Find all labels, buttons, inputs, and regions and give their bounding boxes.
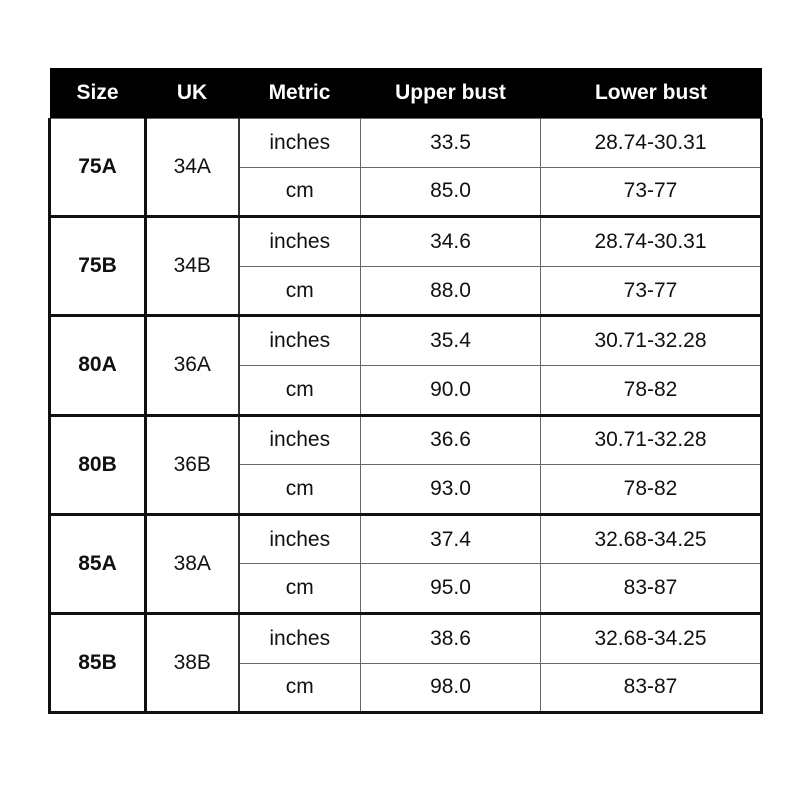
lower-bust-cell: 73-77 xyxy=(541,266,762,316)
table-header xyxy=(50,68,762,119)
upper-bust-cell: 34.6 xyxy=(361,217,541,267)
upper-bust-cell: 37.4 xyxy=(361,514,541,564)
lower-bust-cell: 78-82 xyxy=(541,465,762,515)
upper-bust-cell: 85.0 xyxy=(361,167,541,217)
lower-bust-cell: 83-87 xyxy=(541,564,762,614)
upper-bust-cell: 98.0 xyxy=(361,663,541,713)
uk-cell: 36B xyxy=(146,415,239,514)
table-row xyxy=(50,217,762,267)
uk-cell: 34A xyxy=(146,119,239,217)
metric-cell: cm xyxy=(239,564,361,614)
lower-bust-cell: 28.74-30.31 xyxy=(541,119,762,168)
upper-bust-cell: 35.4 xyxy=(361,316,541,366)
header-lower-bust: Lower bust xyxy=(541,68,762,119)
metric-cell: cm xyxy=(239,167,361,217)
size-cell: 80A xyxy=(50,316,146,415)
table-row xyxy=(50,613,762,663)
upper-bust-cell: 33.5 xyxy=(361,119,541,168)
lower-bust-cell: 28.74-30.31 xyxy=(541,217,762,267)
size-cell: 85B xyxy=(50,613,146,712)
size-cell: 75B xyxy=(50,217,146,316)
header-row xyxy=(50,68,762,119)
upper-bust-cell: 88.0 xyxy=(361,266,541,316)
size-cell: 80B xyxy=(50,415,146,514)
size-chart-table xyxy=(48,68,763,714)
table-row xyxy=(50,415,762,465)
metric-cell: cm xyxy=(239,365,361,415)
upper-bust-cell: 90.0 xyxy=(361,365,541,415)
metric-cell: inches xyxy=(239,119,361,168)
metric-cell: inches xyxy=(239,217,361,267)
metric-cell: inches xyxy=(239,514,361,564)
metric-cell: cm xyxy=(239,663,361,713)
metric-cell: inches xyxy=(239,415,361,465)
table-row xyxy=(50,514,762,564)
uk-cell: 38B xyxy=(146,613,239,712)
header-uk: UK xyxy=(146,68,239,119)
lower-bust-cell: 30.71-32.28 xyxy=(541,415,762,465)
table-body xyxy=(50,119,762,713)
lower-bust-cell: 30.71-32.28 xyxy=(541,316,762,366)
uk-cell: 36A xyxy=(146,316,239,415)
size-cell: 85A xyxy=(50,514,146,613)
upper-bust-cell: 36.6 xyxy=(361,415,541,465)
upper-bust-cell: 38.6 xyxy=(361,613,541,663)
metric-cell: cm xyxy=(239,266,361,316)
uk-cell: 38A xyxy=(146,514,239,613)
upper-bust-cell: 95.0 xyxy=(361,564,541,614)
header-upper-bust: Upper bust xyxy=(361,68,541,119)
header-size: Size xyxy=(50,68,146,119)
lower-bust-cell: 32.68-34.25 xyxy=(541,613,762,663)
table-row xyxy=(50,119,762,168)
lower-bust-cell: 73-77 xyxy=(541,167,762,217)
header-metric: Metric xyxy=(239,68,361,119)
metric-cell: cm xyxy=(239,465,361,515)
metric-cell: inches xyxy=(239,316,361,366)
lower-bust-cell: 78-82 xyxy=(541,365,762,415)
size-cell: 75A xyxy=(50,119,146,217)
uk-cell: 34B xyxy=(146,217,239,316)
upper-bust-cell: 93.0 xyxy=(361,465,541,515)
metric-cell: inches xyxy=(239,613,361,663)
lower-bust-cell: 32.68-34.25 xyxy=(541,514,762,564)
lower-bust-cell: 83-87 xyxy=(541,663,762,713)
table-row xyxy=(50,316,762,366)
